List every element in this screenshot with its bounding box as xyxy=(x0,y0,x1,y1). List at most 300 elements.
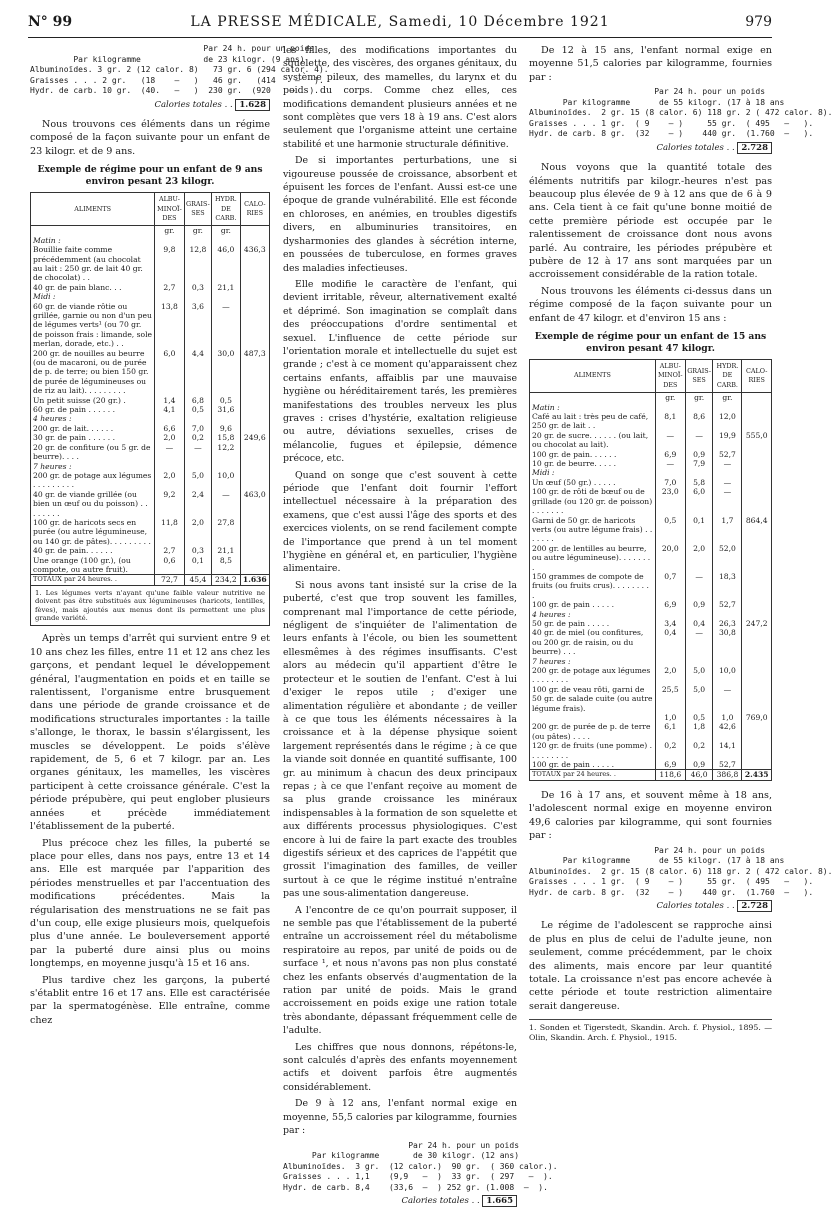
table-cell-a: 2,0 xyxy=(155,433,184,442)
table-cell-h: 12,0 xyxy=(713,412,742,431)
table-cell-h: 0,5 xyxy=(212,396,240,405)
table-cell-a: — xyxy=(655,431,685,450)
table-cell-a: 7,0 xyxy=(655,478,685,487)
totals-row xyxy=(31,575,270,585)
table-cell-g: 2,0 xyxy=(685,544,713,572)
table-row xyxy=(530,431,772,450)
paragraph: De si importantes perturbations, une si vigoureuse poussée de croissance, absorbent et épuisent les forces de l'enfant. Aussi est-ce une époque de grande vulnérabilité. Elle est féconde en chloroses, en anémies, en troubles digestifs divers, en albuminuries transitoires, en dysharmonies des glandes à sécrétion interne, en poussées de tuberculose, en formes graves des maladies infectieuses. xyxy=(283,155,517,274)
table-cell-f: 100 gr. de pain . . . . . xyxy=(530,760,656,770)
col-header-albuminoides: ALBU-MINOÏ-DES xyxy=(655,360,685,393)
table-cell-c xyxy=(742,468,772,477)
table-cell-a xyxy=(155,462,184,471)
table-row xyxy=(31,302,270,349)
paragraph: De 16 à 17 ans, et souvent même à 18 ans, l'adolescent normal exige en moyenne environ 49,6 calories par kilogramme, qui sont fournies par : xyxy=(529,789,772,842)
table-row xyxy=(530,478,772,487)
table-cell-f: 40 gr. de pain. . . . . . xyxy=(31,546,155,555)
table-cell-c xyxy=(742,450,772,459)
calories-total-9-12: Calories totales . . 1.665 xyxy=(283,1195,517,1208)
table-cell-h: 52,7 xyxy=(713,600,742,609)
table-cell-a: 2,0 xyxy=(655,666,685,685)
table-cell-h: 30,8 xyxy=(713,628,742,656)
ration-table-9-12: Albuminoïdes. 3 gr. (12 calor.) 90 gr. ( 360 calor.). Graisses . . . 1,1 (9,9 — ) 33 gr. ( 297 — ). Hydr. de carb. 8,4 (33,6 — ) 252 gr. (1.008 — ). xyxy=(283,1161,558,1192)
table-cell-c xyxy=(240,556,269,575)
table-cell-h: 12,2 xyxy=(212,443,240,462)
table-cell-f: 7 heures : xyxy=(530,657,656,666)
table-cell-f: 100 gr. de pain . . . . . xyxy=(530,600,656,609)
table-cell-a xyxy=(655,657,685,666)
table-cell-h: 26,3 xyxy=(713,619,742,628)
table-cell-g: — xyxy=(685,628,713,656)
ration-header-9-12: Par 24 h. pour un poids Par kilogramme de 30 kilogr. (12 ans) xyxy=(311,1140,520,1160)
table-cell-g: 0,3 xyxy=(184,283,212,292)
table-cell-a: — xyxy=(155,443,184,462)
table-row xyxy=(530,619,772,628)
table-cell-c xyxy=(742,412,772,431)
table-cell-c xyxy=(240,414,269,423)
table-cell-g: 3,6 xyxy=(184,302,212,349)
table-row xyxy=(31,349,270,396)
table-cell-f: 120 gr. de fruits (une pomme) . . . . . . . . . xyxy=(530,741,656,760)
table-cell-g: 0,5 xyxy=(184,405,212,414)
table-cell-f: Un œuf (50 gr.) . . . . . xyxy=(530,478,656,487)
column-3 xyxy=(529,44,832,1043)
table-cell-h: 27,8 xyxy=(212,518,240,546)
col-header-hydrates: HYDR. DE CARB. xyxy=(713,360,742,393)
table-row xyxy=(31,405,270,414)
table-caption-15-ans: Exemple de régime pour un enfant de 15 ans environ pesant 47 kilogr. xyxy=(534,331,767,354)
table-row xyxy=(530,760,772,770)
calories-total-6-9: Calories totales . . 1.628 xyxy=(30,99,270,112)
paragraph: Nous trouvons ces éléments dans un régime composé de la façon suivante pour un enfant de 23 kilogr. et de 9 ans. xyxy=(30,118,270,157)
table-row xyxy=(530,403,772,412)
table-cell-g: 5,8 xyxy=(685,478,713,487)
table-cell-h xyxy=(713,403,742,412)
table-cell-c xyxy=(742,657,772,666)
table-cell-c xyxy=(240,443,269,462)
table-cell-f: 7 heures : xyxy=(31,462,155,471)
table-row xyxy=(530,468,772,477)
table-cell-h: 19,9 xyxy=(713,431,742,450)
table-row xyxy=(31,546,270,555)
table-cell-f xyxy=(530,713,656,722)
table-cell-f: 100 gr. de rôti de bœuf ou de grillade (ou 120 gr. de poisson) . . . . . . . xyxy=(530,487,656,515)
ration-header-6-9: Par 24 h. pour un poids Par kilogramme de 23 kilogr. (9 ans) xyxy=(73,44,315,64)
table-cell-f: 40 gr. de miel (ou confitures, ou 200 gr. de raisin, ou du beurre) . . . xyxy=(530,628,656,656)
units-cell: gr. xyxy=(713,393,742,403)
table-cell-a xyxy=(655,610,685,619)
table-cell-h: 1,7 xyxy=(713,516,742,544)
table-cell-f: 4 heures : xyxy=(530,610,656,619)
ration-table-6-9: Albuminoïdes. 3 gr. 2 (12 calor. 8) 73 gr. 6 (294 calor. 4). Graisses . . . 2 gr. (18 — ) 46 gr. (414 — ). Hydr. de carb. 10 gr. (40. — ) 230 gr. (920 — ). xyxy=(30,65,329,95)
paragraph: les filles, des modifications importantes du squelette, des viscères, des organes génitaux, du système pileux, des mamelles, du larynx et du poids du corps. Comme chez elles, ces modifications demandent plusieurs années et ne sont complètes que vers 18 à 19 ans. C'est alors seulement que l'organisme atteint une certaine stabilité et une harmonie structurale définitive. xyxy=(283,45,517,150)
table-cell-h: — xyxy=(212,490,240,518)
paragraph: Nous voyons que la quantité totale des éléments nutritifs par kilogr.-heures n'est pas beaucoup plus élevée de 9 à 12 ans que de 6 à 9 ans. Cela tient à ce fait qu'une bonne moitié de cette première période est occupée par le ralentissement de croissance dont nous avons parlé. Au contraire, les périodes prépubère et pubère de 12 à 17 ans sont marquées par un accroissement considérable de la ration totale. xyxy=(529,162,772,281)
table-cell-c xyxy=(240,518,269,546)
table-cell-c: 769,0 xyxy=(742,713,772,722)
table-cell-a: 2,7 xyxy=(155,546,184,555)
table-cell-a: 0,7 xyxy=(655,572,685,600)
table-cell-f: 30 gr. de pain . . . . . . xyxy=(31,433,155,442)
table-cell-h: 9,6 xyxy=(212,424,240,433)
table-cell-c xyxy=(742,685,772,713)
table-cell-a: 6,1 xyxy=(655,722,685,741)
table-cell-c xyxy=(742,459,772,468)
table-cell-c xyxy=(742,600,772,609)
table-cell-a: 11,8 xyxy=(155,518,184,546)
table-cell-g: 0,3 xyxy=(184,546,212,555)
table-cell-g xyxy=(685,657,713,666)
table-cell-g xyxy=(184,414,212,423)
table-cell-h xyxy=(713,468,742,477)
table-cell-a: 20,0 xyxy=(655,544,685,572)
issue-number: N° 99 xyxy=(28,14,73,30)
table-cell-g xyxy=(184,236,212,245)
col-header-aliments: ALIMENTS xyxy=(530,360,656,393)
table-cell-g: 7,0 xyxy=(184,424,212,433)
ration-header-12-15: Par 24 h. pour un poids Par kilogramme de 55 kilogr. (17 à 18 ans xyxy=(562,87,785,107)
paragraph: Après un temps d'arrêt qui survient entre 9 et 10 ans chez les filles, entre 11 et 12 ans chez les garçons, et pendant lequel le développement général, l'augmentation en poids et en taille se ralentissent, l'organisme entre brusquement dans une période de grande croissance et de modifications structurales importantes : la taille s'allonge, le thorax, le bassin s'élargissent, les muscles se développent. Le poids s'élève rapidement, de 5, 6 et 7 kilogr. par an. Les organes génitaux, les mamelles, les viscères participent à cette croissance générale. C'est la période prépubère, qui peut englober plusieurs années et précède immédiatement l'établissement de la puberté. xyxy=(30,633,270,833)
table-cell-f: Matin : xyxy=(530,403,656,412)
table-cell-h xyxy=(212,236,240,245)
column-1 xyxy=(30,44,329,1030)
table-cell-h xyxy=(212,414,240,423)
page-header xyxy=(28,14,772,34)
table-cell-c xyxy=(742,628,772,656)
table-cell-a: 0,6 xyxy=(155,556,184,575)
table-cell-f: Café au lait : très peu de café, 250 gr. de lait . . xyxy=(530,412,656,431)
table-cell-f: 200 gr. de potage aux légumes . . . . . . . . xyxy=(530,666,656,685)
table-row xyxy=(530,544,772,572)
table-row xyxy=(31,283,270,292)
units-cell: gr. xyxy=(685,393,713,403)
totals-cell: 234,2 xyxy=(212,575,240,585)
table-cell-c: 487,3 xyxy=(240,349,269,396)
table-cell-a: 6,9 xyxy=(655,760,685,770)
units-cell: gr. xyxy=(212,226,240,236)
table-cell-f: Midi : xyxy=(31,292,155,301)
table-cell-f: 200 gr. de lait. . . . . . xyxy=(31,424,155,433)
table-cell-g: 0,9 xyxy=(685,600,713,609)
col-header-calories: CALO-RIES xyxy=(742,360,772,393)
table-cell-g: 1,8 xyxy=(685,722,713,741)
table-cell-a: — xyxy=(655,459,685,468)
paragraph: Elle modifie le caractère de l'enfant, qui devient irritable, rêveur, alternativement exalté et déprimé. Son imagination se complaît dans des préoccupations d'ordre sentimental et sexuel. L'influence de cette période sur l'orientation morale et intellectuelle du sujet est grande ; c'est à ce moment qu'apparaissent chez certains enfants, affaiblis par une mauvaise hygiène ou héréditairement tarés, les premières manifestations des troubles nerveux les plus graves : crises d'hystérie, exaltation religieuse ou autre, déviations sexuelles, crises de mélancolie, fugues et épilepsie, démence précoce, etc. xyxy=(283,278,517,465)
table-cell-f: 100 gr. de pain. . . . . . xyxy=(530,450,656,459)
table-cell-c xyxy=(742,403,772,412)
table-cell-a: 3,4 xyxy=(655,619,685,628)
table-row xyxy=(31,424,270,433)
table-cell-c xyxy=(240,471,269,490)
table-cell-h: 8,5 xyxy=(212,556,240,575)
table-cell-a xyxy=(655,468,685,477)
paragraph: A l'encontre de ce qu'on pourrait supposer, il ne semble pas que l'établissement de la puberté entraîne un accroissement réel du métabolisme respiratoire au repos, par unité de poids ou de surface ¹, et nous n'avons pas non plus constaté chez les enfants observés d'augmentation de la ration par unité de poids. Mais le grand accroissement en poids exige une ration totale très abondante, dépassant fréquemment celle de l'adulte. xyxy=(283,904,517,1037)
table-cell-c xyxy=(742,478,772,487)
units-row xyxy=(31,226,270,236)
paragraph: Nous trouvons les éléments ci-dessus dans un régime composé de la façon suivante pour un enfant de 47 kilogr. et d'environ 15 ans : xyxy=(529,285,772,324)
table-cell-c xyxy=(240,405,269,414)
table-cell-g: 5,0 xyxy=(685,666,713,685)
table-cell-a: 6,9 xyxy=(655,450,685,459)
units-cell xyxy=(240,226,269,236)
calories-total-16-18: Calories totales . . 2.728 xyxy=(529,900,772,913)
footnote: 1. Sonden et Tigerstedt, Skandin. Arch. f. Physiol., 1895. — Olin, Skandin. Arch. f. Physiol., 1915. xyxy=(529,1019,772,1043)
table-cell-h: 18,3 xyxy=(713,572,742,600)
table-cell-c xyxy=(240,546,269,555)
table-row xyxy=(530,685,772,713)
table-row xyxy=(31,292,270,301)
table-cell-h: 15,8 xyxy=(212,433,240,442)
table-cell-c xyxy=(240,236,269,245)
table-row xyxy=(530,459,772,468)
table-cell-h xyxy=(713,657,742,666)
col-header-graisses: GRAIS-SES xyxy=(685,360,713,393)
table-cell-f: 200 gr. de potage aux légumes . . . . . . . . . xyxy=(31,471,155,490)
table-row xyxy=(31,414,270,423)
units-cell xyxy=(530,393,656,403)
table-row xyxy=(530,666,772,685)
col-header-albuminoides: ALBU-MINOÏ-DES xyxy=(155,193,184,226)
table-cell-c xyxy=(742,572,772,600)
table-cell-a: 23,0 xyxy=(655,487,685,515)
table-row xyxy=(530,657,772,666)
table-cell-f: Un petit suisse (20 gr.) . xyxy=(31,396,155,405)
table-cell-c: 249,6 xyxy=(240,433,269,442)
table-cell-f: 100 gr. de veau rôti, garni de 50 gr. de salade cuite (ou autre légume frais). xyxy=(530,685,656,713)
table-cell-g xyxy=(685,403,713,412)
table-cell-g xyxy=(184,292,212,301)
table-cell-g: 0,9 xyxy=(685,450,713,459)
table-cell-h: — xyxy=(713,459,742,468)
units-cell: gr. xyxy=(184,226,212,236)
table-cell-c xyxy=(742,722,772,741)
table-row xyxy=(530,610,772,619)
table-cell-c xyxy=(240,462,269,471)
table-cell-c: 436,3 xyxy=(240,245,269,283)
table-cell-c xyxy=(240,292,269,301)
table-cell-h: 31,6 xyxy=(212,405,240,414)
page-number: 979 xyxy=(745,14,772,30)
table-cell-f: 20 gr. de confiture (ou 5 gr. de beurre). . . . xyxy=(31,443,155,462)
table-cell-a: 2,0 xyxy=(155,471,184,490)
table-cell-h: 21,1 xyxy=(212,546,240,555)
table-row xyxy=(31,443,270,462)
journal-title: LA PRESSE MÉDICALE, Samedi, 10 Décembre 1921 xyxy=(190,14,610,30)
table-cell-g: 4,4 xyxy=(184,349,212,396)
table-cell-a: 0,5 xyxy=(655,516,685,544)
table-cell-f: 40 gr. de viande grillée (ou bien un œuf ou du poisson) . . . . . . . . xyxy=(31,490,155,518)
table-cell-c xyxy=(742,741,772,760)
table-cell-c xyxy=(240,283,269,292)
paragraph: Les chiffres que nous donnons, répétons-le, sont calculés d'après des enfants moyennement actifs et doivent parfois être augmentés considérablement. xyxy=(283,1041,517,1093)
table-cell-c xyxy=(742,544,772,572)
table-cell-f: Matin : xyxy=(31,236,155,245)
table-cell-a: 6,6 xyxy=(155,424,184,433)
table-cell-g xyxy=(184,462,212,471)
paragraph: De 9 à 12 ans, l'enfant normal exige en moyenne, 55,5 calories par kilogramme, fournies par : xyxy=(283,1098,517,1137)
table-cell-h xyxy=(212,292,240,301)
table-row xyxy=(530,572,772,600)
table-cell-g: 7,9 xyxy=(685,459,713,468)
table-row xyxy=(530,628,772,656)
col-header-hydrates: HYDR. DE CARB. xyxy=(212,193,240,226)
table-cell-g: 0,4 xyxy=(685,619,713,628)
table-cell-f: Bouillie faite comme précédemment (au chocolat au lait : 250 gr. de lait 40 gr. de chocolat) . . xyxy=(31,245,155,283)
header-rule xyxy=(28,37,772,38)
table-cell-h xyxy=(212,462,240,471)
table-cell-a: 0,4 xyxy=(655,628,685,656)
table-cell-g: 2,4 xyxy=(184,490,212,518)
table-cell-g xyxy=(685,468,713,477)
table-cell-c xyxy=(742,666,772,685)
units-cell: gr. xyxy=(655,393,685,403)
col-header-graisses: GRAIS-SES xyxy=(184,193,212,226)
table-cell-g: 0,1 xyxy=(184,556,212,575)
paragraph: Plus tardive chez les garçons, la puberté s'établit entre 16 et 17 ans. Elle est caractérisée par la spermatogénèse. Elle entraîne, comme chez xyxy=(30,974,270,1026)
table-cell-a xyxy=(155,414,184,423)
table-cell-h: — xyxy=(713,685,742,713)
ration-table-16-18: Albuminoïdes. 2 gr. 15 (8 calor. 6) 118 gr. 2 ( 472 calor. 8). Graisses . . . 1 gr. ( 9 — ) 55 gr. ( 495 — ). Hydr. de carb. 8 gr. (32 — ) 440 gr. (1.760 — ). xyxy=(529,866,832,897)
table-cell-g: 0,9 xyxy=(685,760,713,770)
table-cell-f: 100 gr. de haricots secs en purée (ou autre légumineuse, ou 140 gr. de pâtes). . . . . . . . . xyxy=(31,518,155,546)
ration-table-12-15: Albuminoïdes. 2 gr. 15 (8 calor. 6) 118 gr. 2 ( 472 calor. 8). Graisses . . . 1 gr. ( 9 — ) 55 gr. ( 495 — ). Hydr. de carb. 8 gr. (32 — ) 440 gr. (1.760 — ). xyxy=(529,108,832,139)
table-cell-h: 52,7 xyxy=(713,450,742,459)
table-row xyxy=(31,245,270,283)
table-cell-h xyxy=(713,610,742,619)
table-cell-f: 20 gr. de sucre. . . . . . (ou lait, ou chocolat au lait). xyxy=(530,431,656,450)
table-cell-a: 9,8 xyxy=(155,245,184,283)
table-cell-f: 60 gr. de viande rôtie ou grillée, garnie ou non d'un peu de légumes verts¹ (ou 70 gr. de poisson frais : limande, sole merlan, dorade, etc.) . . xyxy=(31,302,155,349)
table-cell-h: 21,1 xyxy=(212,283,240,292)
table-row xyxy=(530,487,772,515)
table-cell-h: 52,0 xyxy=(713,544,742,572)
units-row xyxy=(530,393,772,403)
table-cell-a: 1,4 xyxy=(155,396,184,405)
table-cell-f: 50 gr. de pain . . . . . xyxy=(530,619,656,628)
table-cell-f: 200 gr. de nouilles au beurre (ou de macaroni, ou de purée de p. de terre; ou bien 150 gr. de purée de légumineuses ou de riz au lait). . . . . . . . . xyxy=(31,349,155,396)
table-row xyxy=(31,433,270,442)
regime-table-9-ans xyxy=(30,192,270,586)
table-cell-c: 463,0 xyxy=(240,490,269,518)
table-cell-f: Midi : xyxy=(530,468,656,477)
table-cell-a: 6,9 xyxy=(655,600,685,609)
table-row xyxy=(530,722,772,741)
table-cell-g: 5,0 xyxy=(184,471,212,490)
table-cell-g: 0,2 xyxy=(685,741,713,760)
table-cell-f: 10 gr. de beurre. . . . . xyxy=(530,459,656,468)
table-cell-a: 8,1 xyxy=(655,412,685,431)
table-cell-a: 4,1 xyxy=(155,405,184,414)
table-cell-f: 4 heures : xyxy=(31,414,155,423)
table-row xyxy=(530,450,772,459)
table-row xyxy=(31,396,270,405)
table-cell-h: 10,0 xyxy=(212,471,240,490)
col-header-calories: CALO-RIES xyxy=(240,193,269,226)
table-cell-a: 6,0 xyxy=(155,349,184,396)
table-cell-h: — xyxy=(212,302,240,349)
table-cell-a xyxy=(155,236,184,245)
table-cell-c: 864,4 xyxy=(742,516,772,544)
table-cell-c xyxy=(742,487,772,515)
table-cell-g: — xyxy=(184,443,212,462)
table-cell-f: 150 grammes de compote de fruits (ou fruits crus). . . . . . . . . xyxy=(530,572,656,600)
table-cell-c: 247,2 xyxy=(742,619,772,628)
table-cell-f: 200 gr. de lentilles au beurre, ou autre légumineuse). . . . . . . . xyxy=(530,544,656,572)
table-cell-a xyxy=(655,403,685,412)
totals-cell: 2.435 xyxy=(742,770,772,780)
totals-cell: 46,0 xyxy=(685,770,713,780)
table-cell-g: 5,0 xyxy=(685,685,713,713)
table-cell-h: 1,0 xyxy=(713,713,742,722)
table-cell-a xyxy=(155,292,184,301)
table-cell-g: 8,6 xyxy=(685,412,713,431)
table-cell-c xyxy=(240,302,269,349)
table-cell-a: 0,2 xyxy=(655,741,685,760)
table-cell-f: 60 gr. de pain . . . . . . xyxy=(31,405,155,414)
table-row xyxy=(31,490,270,518)
units-cell: gr. xyxy=(155,226,184,236)
paragraph: Si nous avons tant insisté sur la crise de la puberté, c'est que trop souvent les familles, comprenant mal l'importance de cette période, négligent de s'inquiéter de l'alimentation de leurs enfants à l'école, ou bien les soumettent ellesmêmes à des régimes insuffisants. C'est alors au médecin qu'il appartient d'être le protecteur et le soutien de l'enfant. C'est à lui d'exiger le repos utile ; d'exiger une alimentation régulière et abondante ; de veiller à ce que tous les éléments nécessaires à la croissance et à la dépense physique soient largement représentés dans le régime ; à ce que la viande soit donnée en quantité suffisante, 100 gr. au minimum à chacun des deux principaux repas ; à ce que l'enfant reçoive au moment de sa plus grande croissance les minéraux indispensables à la formation de son squelette et aux différents processus physiologiques. C'est encore à lui de faire la part exacte des troubles digestifs sérieux et des caprices de l'appétit que grossit l'imagination des familles, de veiller surtout à ce que le régime institué n'entraîne pas une sous-alimentation dangereuse. xyxy=(283,579,517,900)
table-row xyxy=(31,236,270,245)
table-cell-h: — xyxy=(713,478,742,487)
table-cell-g: 6,0 xyxy=(685,487,713,515)
totals-cell: 1.636 xyxy=(240,575,269,585)
table-cell-f: Garni de 50 gr. de haricots verts (ou autre légume frais) . . . . . . . xyxy=(530,516,656,544)
table-cell-h: 42,6 xyxy=(713,722,742,741)
table-cell-g: — xyxy=(685,572,713,600)
table-cell-h: 30,0 xyxy=(212,349,240,396)
totals-cell: 118,6 xyxy=(655,770,685,780)
table-row xyxy=(31,471,270,490)
table-cell-g: 2,0 xyxy=(184,518,212,546)
table-cell-g xyxy=(685,610,713,619)
table-cell-h: — xyxy=(713,487,742,515)
totals-cell: 45,4 xyxy=(184,575,212,585)
units-cell xyxy=(742,393,772,403)
table-cell-c xyxy=(240,396,269,405)
totals-row xyxy=(530,770,772,780)
units-cell xyxy=(31,226,155,236)
table-cell-a: 25,5 xyxy=(655,685,685,713)
table-row xyxy=(31,518,270,546)
table-cell-a: 9,2 xyxy=(155,490,184,518)
table-cell-a: 2,7 xyxy=(155,283,184,292)
table-cell-c: 555,0 xyxy=(742,431,772,450)
table-cell-h: 52,7 xyxy=(713,760,742,770)
totals-cell: TOTAUX par 24 heures. . xyxy=(530,770,656,780)
table-cell-c xyxy=(742,760,772,770)
paragraph: Le régime de l'adolescent se rapproche ainsi de plus en plus de celui de l'adulte jeune, non seulement, comme précédemment, par le choix des aliments, mais encore par leur quantité totale. La croissance n'est pas encore achevée à cette période et toute restriction alimentaire serait dangereuse. xyxy=(529,920,772,1012)
regime-table-15-ans xyxy=(529,359,772,781)
table-cell-g: 12,8 xyxy=(184,245,212,283)
ration-header-16-18: Par 24 h. pour un poids Par kilogramme de 55 kilogr. (17 à 18 ans xyxy=(562,845,785,865)
table-cell-f: Une orange (100 gr.), (ou compote, ou autre fruit). xyxy=(31,556,155,575)
table-cell-h: 14,1 xyxy=(713,741,742,760)
table-cell-g: 0,5 xyxy=(685,713,713,722)
table-caption-9-ans: Exemple de régime pour un enfant de 9 ans environ pesant 23 kilogr. xyxy=(37,164,263,188)
paragraph: Plus précoce chez les filles, la puberté se place pour elles, dans nos pays, entre 13 et 14 ans. Elle est marquée par l'apparition des périodes menstruelles et par l'accentuation des modifications précédentes. Mais la régularisation des menstruations ne se fait pas d'un coup, elle exige plusieurs mois, quelquefois plus d'une année. Le bouleversement apporté par la puberté dure ainsi plus ou moins longtemps, en moyenne jusqu'à 15 et 16 ans. xyxy=(30,837,270,970)
totals-cell: 72,7 xyxy=(155,575,184,585)
table-row xyxy=(530,713,772,722)
table-cell-g: 6,8 xyxy=(184,396,212,405)
table-row xyxy=(530,516,772,544)
table-note: 1. Les légumes verts n'ayant qu'une faible valeur nutritive ne doivent pas être substitués aux légumineuses (haricots, lentilles, fèves), mais ajoutés aux menus dont ils permettent une plus grande variété. xyxy=(30,586,270,627)
table-cell-g: 0,2 xyxy=(184,433,212,442)
col-header-aliments: ALIMENTS xyxy=(31,193,155,226)
table-cell-h: 10,0 xyxy=(713,666,742,685)
table-row xyxy=(530,600,772,609)
table-cell-a: 1,0 xyxy=(655,713,685,722)
table-row xyxy=(530,412,772,431)
